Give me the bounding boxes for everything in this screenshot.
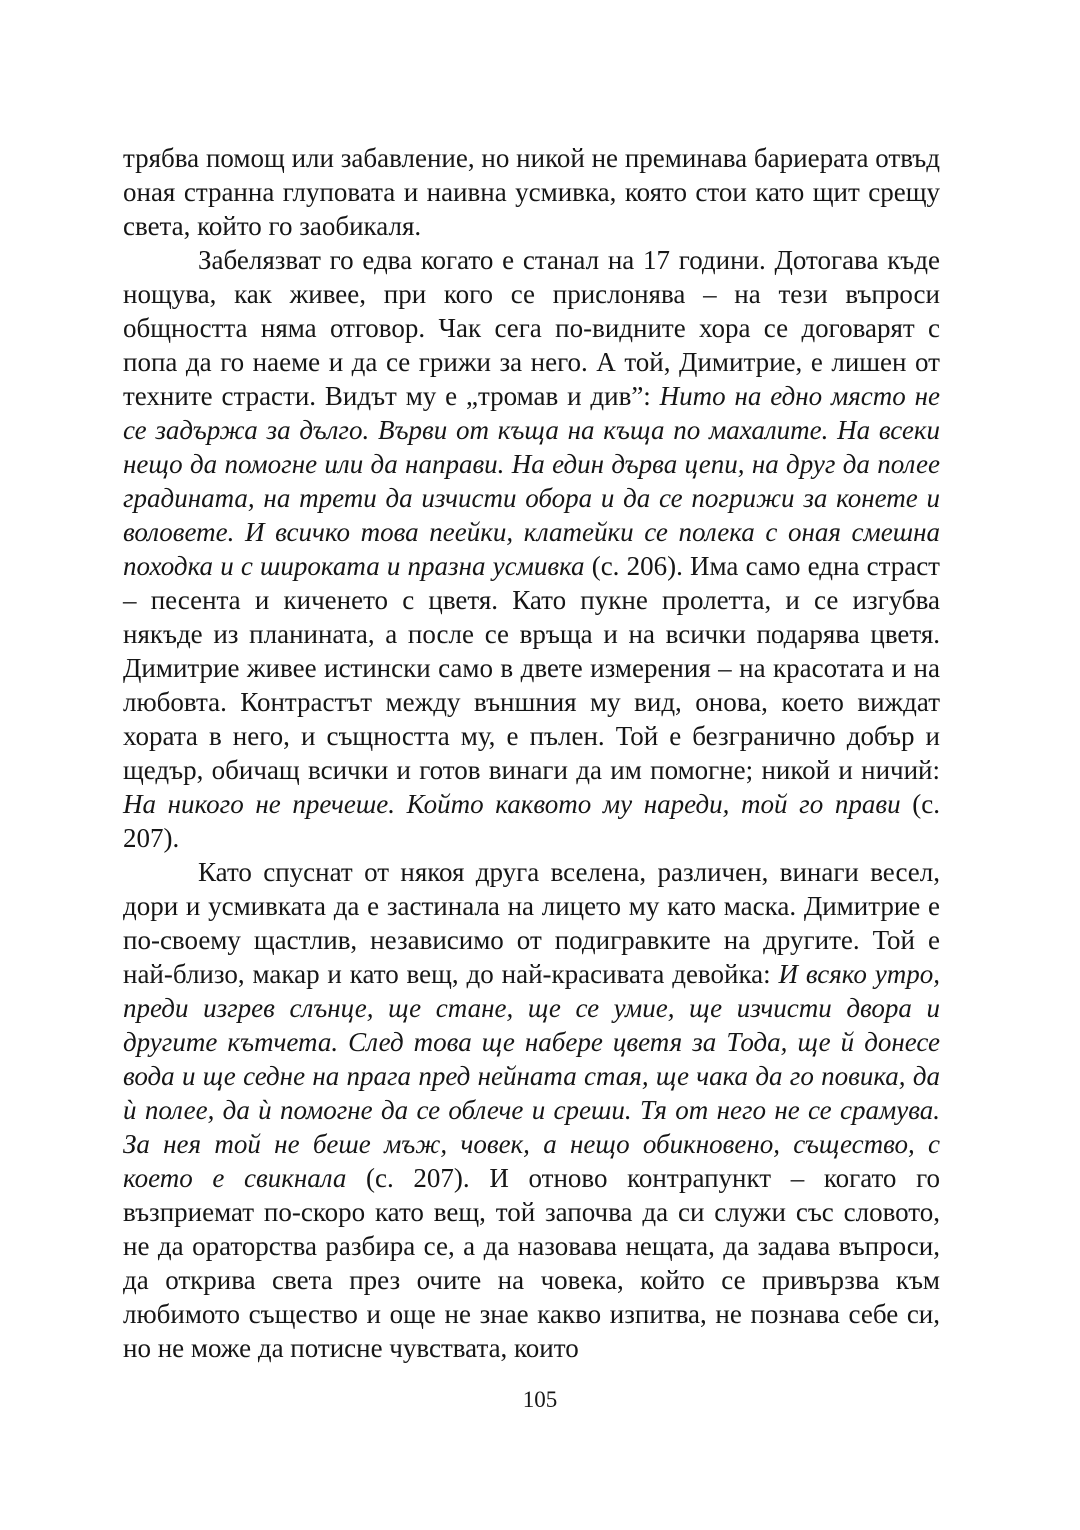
paragraph-text-run: (с. 207). И отново контрапункт – когато го възприемат по-скоро като вещ, той започва да си служи със словото, не да ораторства разбира се, а да назовава нещата, да задава въпроси, да открива света през очите на човека, който се привързва към любимото същество и още не знае какво изпитва, не познава себе си, но не може да потисне чувствата, които	[123, 1163, 940, 1363]
page-number: 105	[522, 1387, 558, 1412]
body-text	[123, 141, 940, 1365]
paragraph-3	[123, 855, 940, 1365]
italic-quote: И всяко утро, преди изгрев слънце, ще стане, ще се умие, ще изчисти двора и другите кътчета. След това ще набере цветя за Тода, ще й донесе вода и ще седне на прага пред нейната стая, ще чака да го повика, да ѝ полее, да ѝ помогне да се облече и среши. Тя от него не се срамува. За нея той не беше мъж, човек, а нещо обикновено, същество, с което е свикнала	[123, 959, 940, 1193]
italic-quote: На никого не пречеше. Който каквото му нареди, той го прави	[123, 789, 901, 819]
paragraph-text-run: Забелязват го едва когато е станал на 17 години. Дотогава къде нощува, как живее, при кого се прислонява – на тези въпроси общността няма отговор. Чак сега по-видните хора се договарят с попа да го наеме и да се грижи за него. А той, Димитрие, е лишен от техните страсти. Видът му е „тромав и див”:	[123, 245, 940, 411]
paragraph-1	[123, 141, 940, 243]
italic-quote: Нито на едно място не се задържа за дълго. Върви от къща на къща по махалите. На всеки нещо да помогне или да направи. На един дърва цепи, на друг да полее градината, на трети да изчисти обора и да се погрижи за конете и воловете. И всичко това пеейки, клатейки се полека с оная смешна походка и с широката и празна усмивка	[123, 381, 940, 581]
paragraph-text-run: трябва помощ или забавление, но никой не преминава бариерата отвъд оная странна глуповата и наивна усмивка, която стои като щит срещу света, който го заобикаля.	[123, 143, 940, 241]
paragraph-text-run: (с. 206). Има само една страст – песента и киченето с цветя. Като пукне пролетта, и се изгубва някъде из планината, а после се връща и на всички подарява цветя. Димитрие живее истински само в двете измерения – на красотата и на любовта. Контрастът между външния му вид, онова, което виждат хората в него, и същността му, е пълен. Той е безгранично добър и щедър, обичащ всички и готов винаги да им помогне; никой и ничий:	[123, 551, 940, 785]
paragraph-2	[123, 243, 940, 855]
paragraph-text-run: (с. 207).	[123, 789, 940, 853]
paragraph-text-run: Като спуснат от някоя друга вселена, различен, винаги весел, дори и усмивката да е застинала на лицето му като маска. Димитрие е по-своему щастлив, независимо от подигравките на другите. Той е най-близо, макар и като вещ, до най-красивата девойка:	[123, 857, 940, 989]
